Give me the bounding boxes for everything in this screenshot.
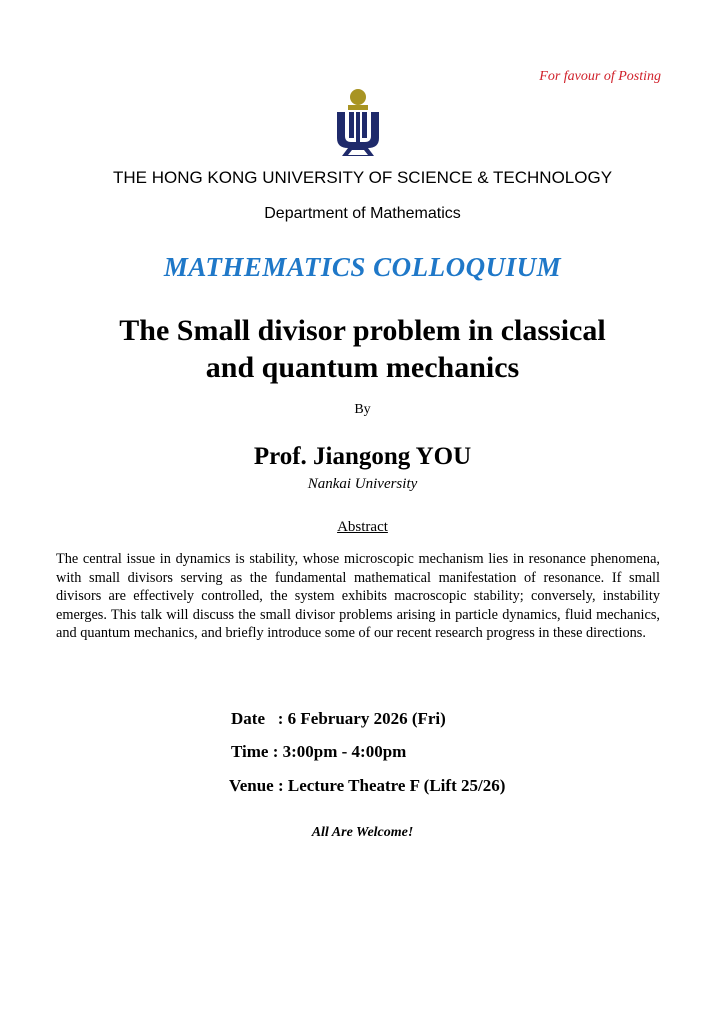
posting-note: For favour of Posting (539, 69, 661, 84)
welcome-message: All Are Welcome! (311, 825, 414, 840)
speaker-affiliation: Nankai University (307, 476, 418, 492)
abstract-heading: Abstract (337, 519, 388, 535)
speaker-name: Prof. Jiangong YOU (253, 443, 472, 470)
hkust-logo-icon (334, 86, 382, 158)
event-venue: Venue : Lecture Theatre F (Lift 25/26) (229, 776, 506, 795)
event-time: Time : 3:00pm - 4:00pm (231, 742, 407, 761)
talk-title (0, 312, 725, 386)
department-name: Department of Mathematics (264, 205, 461, 222)
university-name: THE HONG KONG UNIVERSITY OF SCIENCE & TECHNOLOGY (112, 168, 613, 187)
talk-title-line-1: The Small divisor problem in classical (119, 314, 606, 347)
series-title: MATHEMATICS COLLOQUIUM (163, 252, 562, 282)
talk-title-line-2: and quantum mechanics (205, 351, 520, 384)
event-date: Date : 6 February 2026 (Fri) (231, 709, 446, 728)
by-label: By (354, 402, 371, 417)
abstract-text: The central issue in dynamics is stability, whose microscopic mechanism lies in resonance phenomena, with small divisors serving as the fundamental mathematical manifestation of resonance. If small divisors are effectively controlled, the system exhibits macroscopic stability; conversely, instability emerges. This talk will discuss the small divisor problems arising in particle dynamics, fluid mechanics, and quantum mechanics, and briefly introduce some of our recent research progress in these directions. (56, 551, 660, 642)
